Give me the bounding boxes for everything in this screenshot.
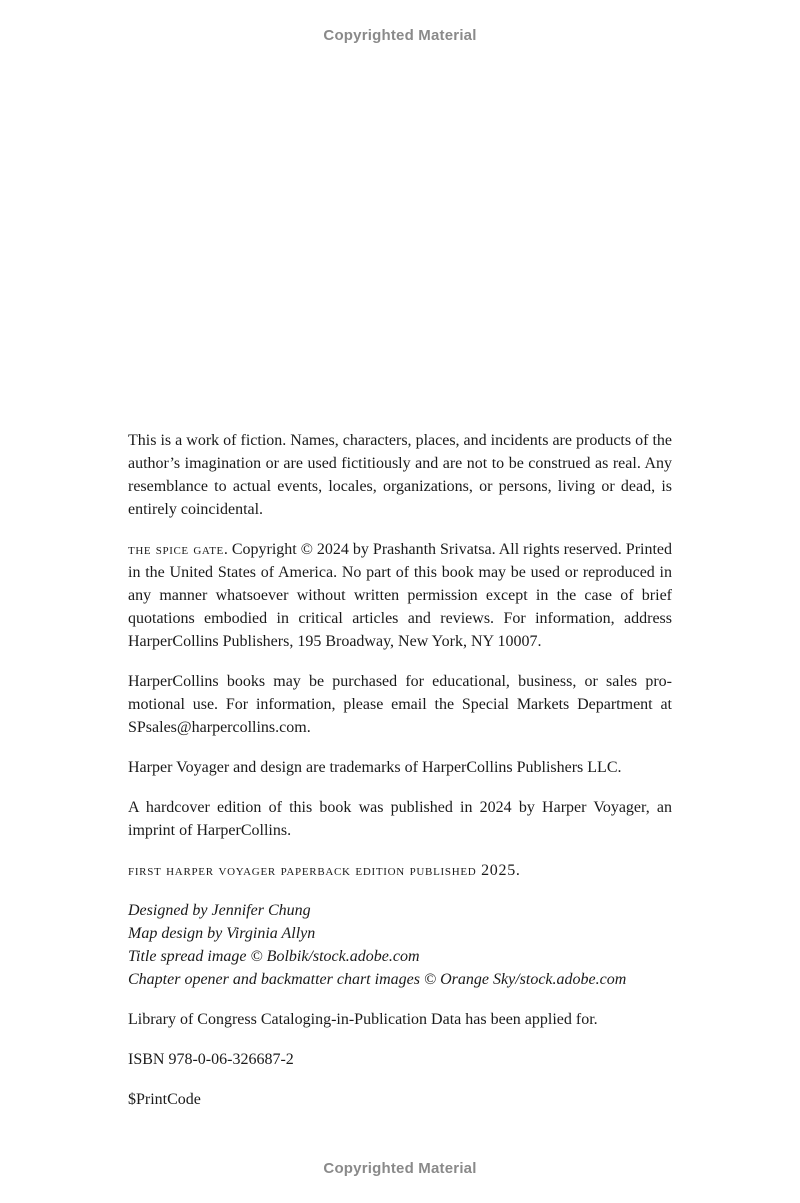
credit-chapter-images: Chapter opener and backmatter chart images © Orange Sky/stock.adobe.com	[128, 971, 627, 988]
copyright-notice	[128, 538, 672, 653]
edition-line: first harper voyager paperback edition published 2025.	[128, 862, 521, 879]
credit-designer: Designed by Jennifer Chung	[128, 902, 311, 919]
trademark-notice: Harper Voyager and design are trademarks of HarperCollins Publishers LLC.	[128, 759, 622, 776]
fiction-notice: This is a work of fiction. Names, characters, places, and incidents are products of the author’s imagination or are used fictitiously and are not to be construed as real. Any resemblance to actual events, locales, organizations, or persons, living or dead, is entirely coincidental.	[128, 432, 672, 518]
credit-title-spread-image: Title spread image © Bolbik/stock.adobe.com	[128, 948, 420, 965]
book-title-small-caps: the spice gate	[128, 541, 224, 558]
copyright-notice-text: . Copyright © 2024 by Prashanth Srivatsa. All rights reserved. Printed in the United States of America. No part of this book may be used or reproduced in any manner whatsoever without written permission except in the case of brief quotations embodied in critical articles and reviews. For information, address HarperCollins Publishers, 195 Broadway, New York, NY 10007.	[128, 541, 673, 650]
print-code: $PrintCode	[128, 1091, 201, 1108]
copyright-page-body	[128, 429, 672, 1128]
cip-notice: Library of Congress Cataloging-in-Publication Data has been applied for.	[128, 1011, 598, 1028]
credit-map-design: Map design by Virginia Allyn	[128, 925, 316, 942]
copyright-watermark-top: Copyrighted Material	[323, 27, 477, 44]
hardcover-notice: A hardcover edition of this book was published in 2024 by Harper Voyager, an imprint of HarperCollins.	[128, 799, 672, 839]
isbn: ISBN 978-0-06-326687-2	[128, 1051, 294, 1068]
design-credits	[128, 899, 672, 991]
copyright-watermark-bottom: Copyrighted Material	[323, 1160, 477, 1177]
sales-notice: HarperCollins books may be purchased for educational, business, or sales promotional use. For information, please email the Special Markets Department at SPsales@harpercollins.com.	[128, 673, 672, 736]
